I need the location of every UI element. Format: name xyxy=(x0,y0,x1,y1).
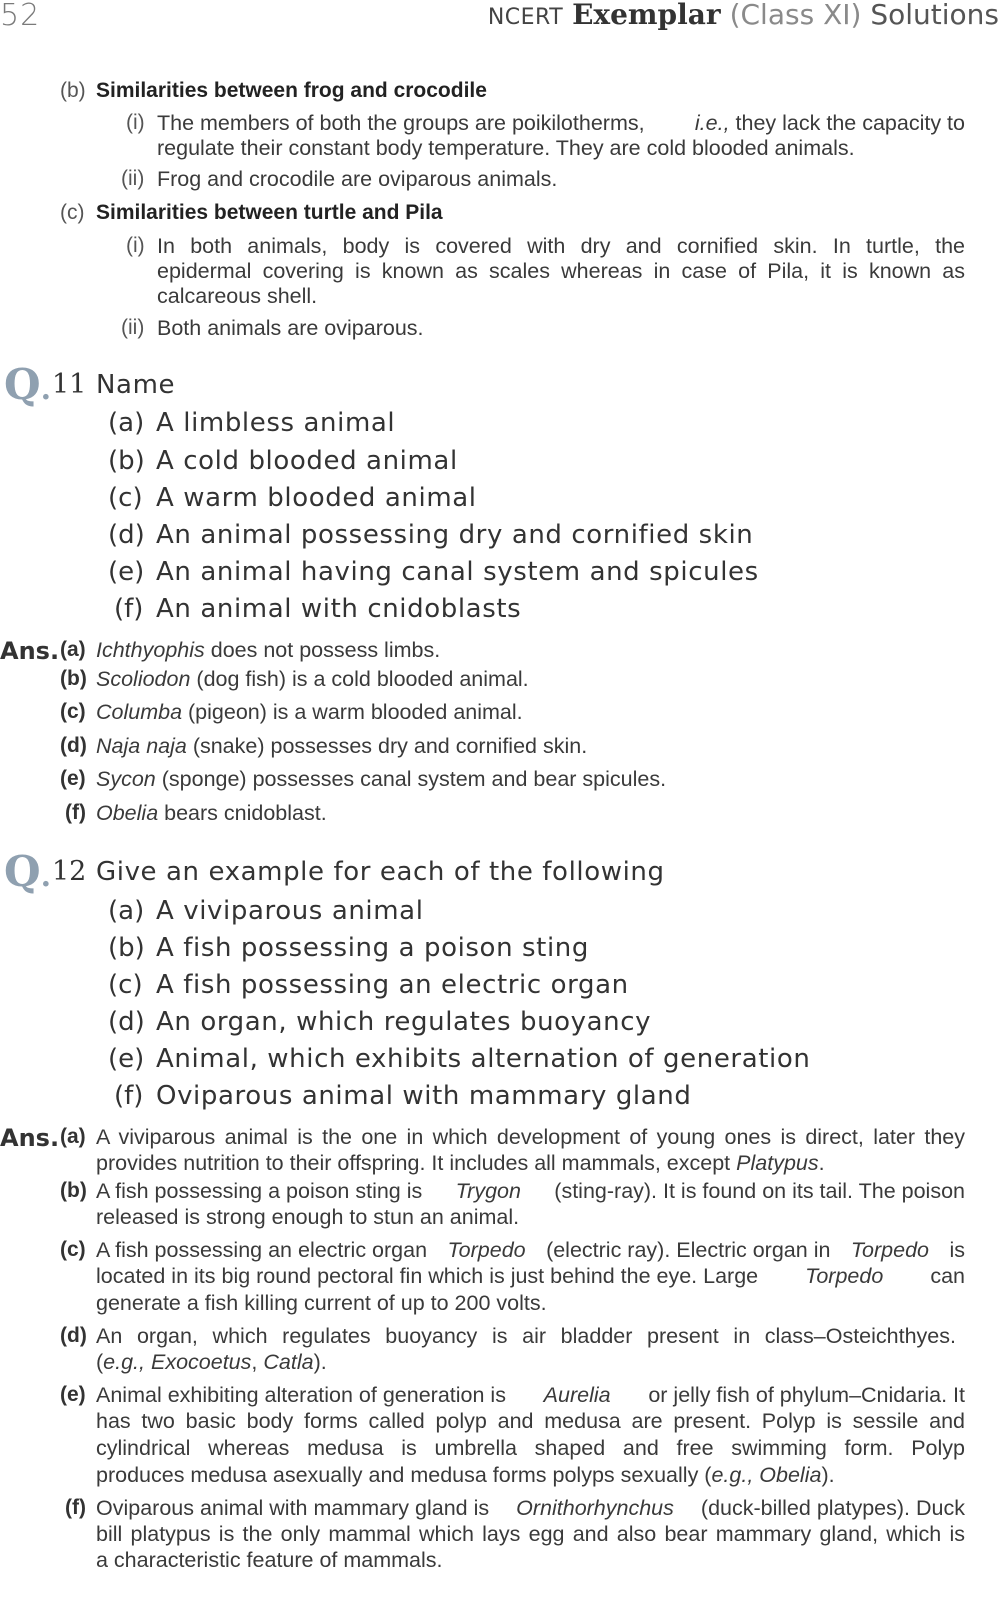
answer-text: bears cnidoblast. xyxy=(158,801,327,825)
q12-option-label: (d) xyxy=(108,1007,145,1037)
part-b-i-label: (i) xyxy=(126,111,145,134)
species-name: Torpedo xyxy=(805,1264,884,1288)
q12-ans-a-line2 xyxy=(96,1150,825,1176)
answer-text: Oviparous animal with mammary gland is xyxy=(96,1496,490,1520)
species-name: Torpedo xyxy=(447,1238,526,1262)
answer-text: located in its big round pectoral fin which is just behind the eye. Large xyxy=(96,1264,759,1288)
q11-mark: Q . xyxy=(4,364,51,411)
species-name: Sycon xyxy=(96,767,156,791)
part-c-label: (c) xyxy=(60,201,85,224)
header-solutions: Solutions xyxy=(870,0,999,31)
species-name: Platypus xyxy=(736,1151,819,1175)
header-class: (Class XI) xyxy=(729,0,862,31)
species-name: Columba xyxy=(96,700,183,724)
q12-option-text: Animal, which exhibits alternation of generation xyxy=(156,1044,811,1074)
q12-option-text: A fish possessing an electric organ xyxy=(156,970,629,1000)
eg-abbrev: e.g., xyxy=(103,1350,146,1374)
species-name: Obelia xyxy=(759,1463,822,1487)
q12-ans-e-line3: cylindrical whereas medusa is umbrella shaped and free swimming form. Polyp xyxy=(96,1436,965,1460)
q12-ans-label: Ans. xyxy=(0,1124,60,1152)
q12-ans-e-line1 xyxy=(96,1382,965,1408)
header-ncert: NCERT xyxy=(487,5,564,30)
species-name: Aurelia xyxy=(543,1383,611,1407)
q12-option-label: (e) xyxy=(108,1044,145,1074)
q11-option-label: (d) xyxy=(108,520,145,550)
q12-ans-c-label: (c) xyxy=(60,1238,86,1261)
q12-ans-c-line2 xyxy=(96,1263,965,1289)
eg-abbrev: e.g., xyxy=(711,1463,754,1487)
q12-option-label: (f) xyxy=(114,1081,144,1111)
part-b-ii-text: Frog and crocodile are oviparous animals. xyxy=(157,167,558,191)
answer-text: (pigeon) is a warm blooded animal. xyxy=(182,700,523,724)
q12-title: Give an example for each of the following xyxy=(96,857,665,887)
q11-ans-f xyxy=(96,800,327,826)
q12-ans-d-line1: An organ, which regulates buoyancy is air bladder present in class–Osteichthyes. xyxy=(96,1324,956,1348)
q12-ans-b-label: (b) xyxy=(60,1179,87,1202)
answer-text: (snake) possesses dry and cornified skin. xyxy=(186,734,588,758)
punctuation: ). xyxy=(821,1463,835,1487)
answer-text: produces medusa asexually and medusa forms polyps sexually ( xyxy=(96,1463,712,1487)
part-c-ii-label: (ii) xyxy=(121,316,145,339)
q11-ans-a xyxy=(96,637,440,663)
q12-ans-b-line1 xyxy=(96,1178,965,1204)
answer-text: A fish possessing a poison sting is xyxy=(96,1179,423,1203)
species-name: Exocoetus xyxy=(151,1350,252,1374)
q12-ans-f-line2: bill platypus is the only mammal which lays egg and also bear mammary gland, which is xyxy=(96,1522,965,1546)
part-b-i-rest: they lack the capacity to xyxy=(735,111,965,135)
punctuation: . xyxy=(818,1151,825,1175)
part-b-i-ie: i.e., xyxy=(694,111,730,135)
q12-ans-a-label: (a) xyxy=(60,1125,86,1148)
species-name: Scoliodon xyxy=(96,667,191,691)
q11-option-text: An animal with cnidoblasts xyxy=(156,594,522,624)
punctuation: , xyxy=(251,1350,258,1374)
q12-ans-d-line2 xyxy=(96,1349,327,1375)
q11-ans-label: Ans. xyxy=(0,637,60,665)
q12-ans-f-line1 xyxy=(96,1495,965,1521)
q11-ans-e xyxy=(96,766,666,792)
q11-option-text: A warm blooded animal xyxy=(156,483,477,513)
part-c-heading: Similarities between turtle and Pila xyxy=(96,201,443,224)
part-b-ii-label: (ii) xyxy=(121,167,145,190)
part-b-heading: Similarities between frog and crocodile xyxy=(96,79,487,102)
q12-option-label: (c) xyxy=(108,970,143,1000)
answer-text: (sting-ray). It is found on its tail. The poison xyxy=(554,1179,965,1203)
answer-text: A fish possessing an electric organ xyxy=(96,1238,428,1262)
q12-mark: Q . xyxy=(4,851,51,898)
species-name: Obelia xyxy=(96,801,159,825)
part-c-ii-text: Both animals are oviparous. xyxy=(157,316,424,340)
q11-ans-c-label: (c) xyxy=(60,700,86,723)
q12-ans-c-line3: generate a fish killing current of up to 200 volts. xyxy=(96,1291,547,1315)
species-name: Naja naja xyxy=(96,734,187,758)
species-name: Ornithorhynchus xyxy=(516,1496,674,1520)
q11-option-label: (a) xyxy=(108,408,145,438)
part-b-i-line1 xyxy=(157,110,965,136)
q12-option-text: A fish possessing a poison sting xyxy=(156,933,589,963)
part-c-i-line1: In both animals, body is covered with dry and cornified skin. In turtle, the xyxy=(157,234,965,258)
q11-option-label: (c) xyxy=(108,483,143,513)
q12-ans-f-label: (f) xyxy=(65,1496,86,1519)
q12-option-label: (a) xyxy=(108,896,145,926)
q11-ans-e-label: (e) xyxy=(60,767,86,790)
answer-text: Animal exhibiting alteration of generation is xyxy=(96,1383,506,1407)
part-c-i-line3: calcareous shell. xyxy=(157,284,318,308)
answer-text: (duck-billed platypes). Duck xyxy=(700,1496,965,1520)
answer-text: can xyxy=(930,1264,965,1288)
q12-ans-e-line4 xyxy=(96,1462,835,1488)
q12-ans-e-label: (e) xyxy=(60,1383,86,1406)
part-b-i-line2: regulate their constant body temperature. They are cold blooded animals. xyxy=(157,136,855,160)
answer-text: (sponge) possesses canal system and bear spicules. xyxy=(155,767,667,791)
q12-option-text: Oviparous animal with mammary gland xyxy=(156,1081,692,1111)
q11-ans-d xyxy=(96,733,587,759)
part-b-label: (b) xyxy=(60,79,86,102)
answer-text: provides nutrition to their offspring. It includes all mammals, except xyxy=(96,1151,731,1175)
q12-ans-e-line2: has two basic body forms called polyp and medusa are present. Polyp is sessile and xyxy=(96,1409,965,1433)
q11-ans-b xyxy=(96,666,529,692)
part-c-i-label: (i) xyxy=(126,234,145,257)
answer-text: (dog fish) is a cold blooded animal. xyxy=(190,667,529,691)
species-name: Ichthyophis xyxy=(96,638,205,662)
q12-option-text: A viviparous animal xyxy=(156,896,424,926)
q11-ans-d-label: (d) xyxy=(60,734,87,757)
answer-text: is xyxy=(949,1238,965,1262)
q11-option-text: A limbless animal xyxy=(156,408,396,438)
part-b-i-text: The members of both the groups are poikilotherms, xyxy=(157,111,645,135)
answer-text: does not possess limbs. xyxy=(204,638,441,662)
answer-text: or jelly fish of phylum–Cnidaria. It xyxy=(648,1383,965,1407)
species-name: Torpedo xyxy=(850,1238,929,1262)
q11-ans-f-label: (f) xyxy=(65,801,86,824)
q12-ans-d-label: (d) xyxy=(60,1324,87,1347)
running-header xyxy=(488,0,999,31)
punctuation: ( xyxy=(96,1350,104,1374)
q11-option-label: (b) xyxy=(108,446,145,476)
q11-ans-a-label: (a) xyxy=(60,638,86,661)
q11-number: 11 xyxy=(52,369,87,400)
q11-option-label: (e) xyxy=(108,557,145,587)
page-number: 52 xyxy=(0,0,41,33)
punctuation: ). xyxy=(313,1350,327,1374)
q12-ans-c-line1 xyxy=(96,1237,965,1263)
q12-option-text: An organ, which regulates buoyancy xyxy=(156,1007,652,1037)
q12-ans-b-line2: released is strong enough to stun an animal. xyxy=(96,1205,520,1229)
q12-ans-f-line3: a characteristic feature of mammals. xyxy=(96,1548,443,1572)
species-name: Catla xyxy=(263,1350,314,1374)
header-exemplar: Exemplar xyxy=(572,0,721,31)
answer-text: (electric ray). Electric organ in xyxy=(546,1238,831,1262)
q11-ans-c xyxy=(96,699,523,725)
q11-option-label: (f) xyxy=(114,594,144,624)
q12-ans-a-line1: A viviparous animal is the one in which development of young ones is direct, later they xyxy=(96,1125,965,1149)
q11-ans-b-label: (b) xyxy=(60,667,87,690)
q11-title: Name xyxy=(96,370,176,400)
q11-option-text: A cold blooded animal xyxy=(156,446,458,476)
q11-option-text: An animal possessing dry and cornified skin xyxy=(156,520,754,550)
q12-option-label: (b) xyxy=(108,933,145,963)
q12-number: 12 xyxy=(52,856,87,887)
species-name: Trygon xyxy=(455,1179,521,1203)
q11-option-text: An animal having canal system and spicules xyxy=(156,557,759,587)
part-c-i-line2: epidermal covering is known as scales whereas in case of Pila, it is known as xyxy=(157,259,965,283)
